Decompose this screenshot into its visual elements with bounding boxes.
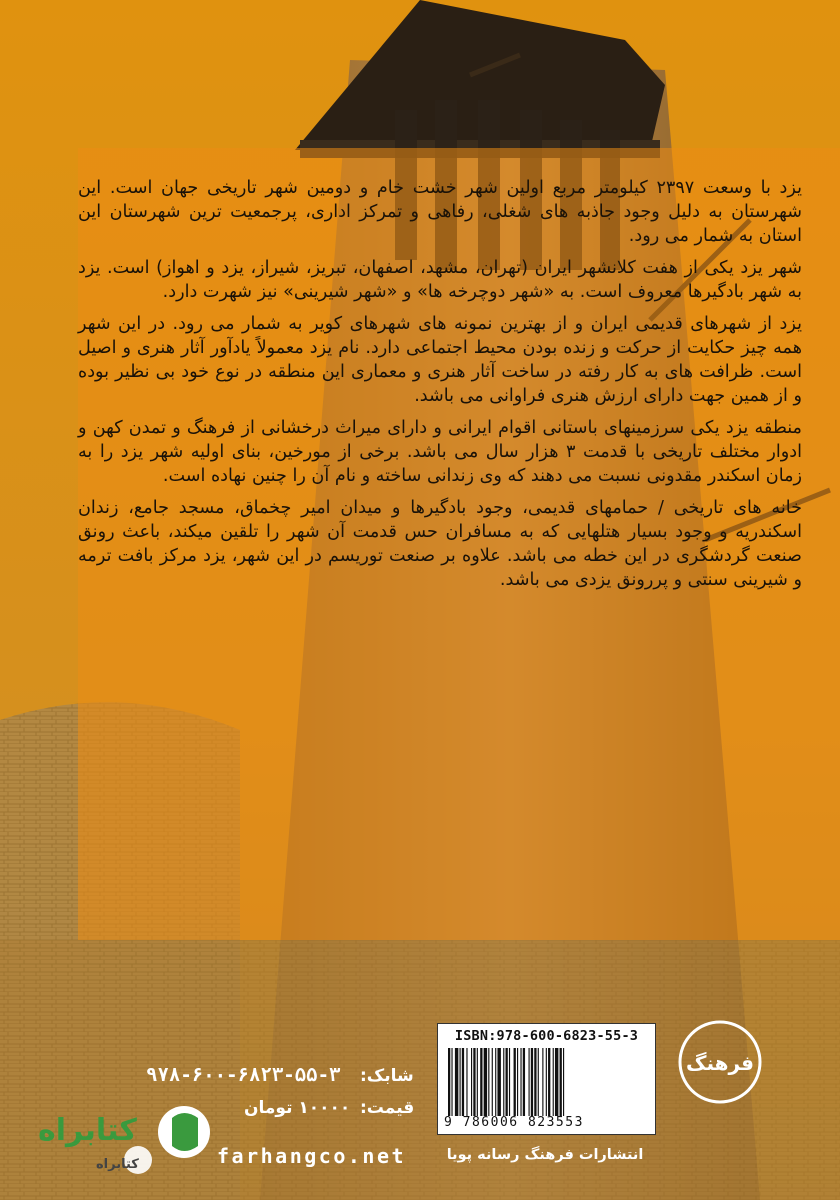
barcode-bar <box>538 1048 539 1116</box>
barcode-bar <box>473 1048 475 1116</box>
website-link[interactable]: farhangco.net <box>217 1144 407 1168</box>
barcode-bar <box>480 1048 482 1116</box>
barcode-bar <box>523 1048 525 1116</box>
barcode-bar <box>484 1048 487 1116</box>
barcode-bar <box>563 1048 564 1116</box>
barcode-bar <box>503 1048 504 1116</box>
barcode-bar <box>455 1048 458 1116</box>
isbn-label: ISBN:978-600-6823-55-3 <box>454 1028 639 1044</box>
barcode-bar <box>497 1048 500 1116</box>
barcode-bar <box>495 1048 496 1116</box>
barcode-bar <box>471 1048 472 1116</box>
isbn-barcode <box>437 1023 656 1135</box>
price-label: قیمت: <box>360 1098 415 1118</box>
barcode-bar <box>560 1048 562 1116</box>
description-text <box>78 176 802 600</box>
barcode-bar <box>517 1048 518 1116</box>
paragraph-5: خانه های تاریخی / حمامهای قدیمی، وجود بادگیرها و میدان امیر چخماق، مسجد جامع، زندان اسکندریه و وجود بسیار هتلهایی که به مسافران حس قدمت آن شهر را تلقین میکند، باعث رونق صنعت گردشگری در این خطه می باشد. علاوه بر صنعت توریسم در این شهر، یزد مرکز بافت ترمه و شیرینی سنتی و پررونق یزدی می باشد. <box>78 498 802 590</box>
ketabrah-small-text: کتابراه <box>96 1157 139 1172</box>
barcode-bar <box>531 1048 533 1116</box>
barcode-bar <box>492 1048 493 1116</box>
barcode-bar <box>553 1048 554 1116</box>
barcode-bar <box>514 1048 516 1116</box>
barcode-bar <box>546 1048 547 1116</box>
barcode-bar <box>542 1048 543 1116</box>
isbn-label-fa: شابک: <box>360 1066 414 1086</box>
barcode-bar <box>548 1048 550 1116</box>
barcode-bar <box>555 1048 558 1116</box>
barcode-bar <box>534 1048 536 1116</box>
barcode-bar <box>448 1048 450 1116</box>
barcode-bar <box>506 1048 508 1116</box>
paragraph-4: منطقه یزد یکی سرزمینهای باستانی اقوام ایرانی و دارای میراث درخشانی از فرهنگ و تمدن کهن و ادوار مختلف تاریخی با قدمت ۳ هزار سال می باشد. برخی از مورخین، بنای اولیه شهر یزد را به زمان اسکندر مقدونی نسبت می دهند که وی زندانی ساخته و نام آن را چنین نهاده است. <box>78 418 802 486</box>
paragraph-3: یزد از شهرهای قدیمی ایران و از بهترین نمونه های شهرهای کویر به شمار می رود. در این شهر همه چیز حکایت از حرکت و زنده بودن محیط اجتماعی دارد. نام یزد معمولاً یادآور آثار هنری و اصیل است. ظرافت های به کار رفته در ساخت آثار هنری و معماری این منطقه در نوع خود بی نظیر بوده و از همین جهت دارای ارزش هنری فراوانی می باشد. <box>78 314 802 406</box>
barcode-bar <box>520 1048 521 1116</box>
barcode-bar <box>462 1048 464 1116</box>
barcode-bar <box>466 1048 467 1116</box>
barcode-bar <box>451 1048 452 1116</box>
barcode-bar <box>488 1048 489 1116</box>
barcode-bar <box>529 1048 530 1116</box>
isbn-value-fa: ۹۷۸-۶۰۰-۶۸۲۳-۵۵-۳ <box>146 1064 341 1086</box>
publisher-name: انتشارات فرهنگ رسانه پویا <box>446 1147 644 1163</box>
barcode-digits: 9 786006 823553 <box>444 1115 584 1130</box>
ketabrah-logo-text: کتابراه <box>38 1113 137 1148</box>
barcode-bar <box>460 1048 461 1116</box>
ketabrah-logo <box>38 1088 216 1180</box>
price-value: ۱۰۰۰۰ تومان <box>244 1098 351 1118</box>
paragraph-1: یزد با وسعت ۲۳۹۷ کیلومتر مربع اولین شهر خشت خام و دومین شهر تاریخی جهان است. این شهرستان به دلیل وجود جاذبه های شغلی، رفاهی و تمرکز اداری، پرجمعیت ترین شهرستان این استان به شمار می رود. <box>78 178 802 246</box>
publisher-logo <box>676 1018 764 1106</box>
paragraph-2: شهر یزد یکی از هفت کلانشهر ایران (تهران، مشهد، اصفهان، تبریز، شیراز، یزد و اهواز) است. یزد به شهر بادگیرها معروف است. به «شهر دوچرخه ها» و «شهر شیرینی» نیز شهرت دارد. <box>78 258 802 302</box>
barcode-bar <box>509 1048 510 1116</box>
barcode-bars <box>448 1048 648 1116</box>
barcode-bar <box>477 1048 478 1116</box>
publisher-logo-text: فرهنگ <box>685 1051 755 1075</box>
